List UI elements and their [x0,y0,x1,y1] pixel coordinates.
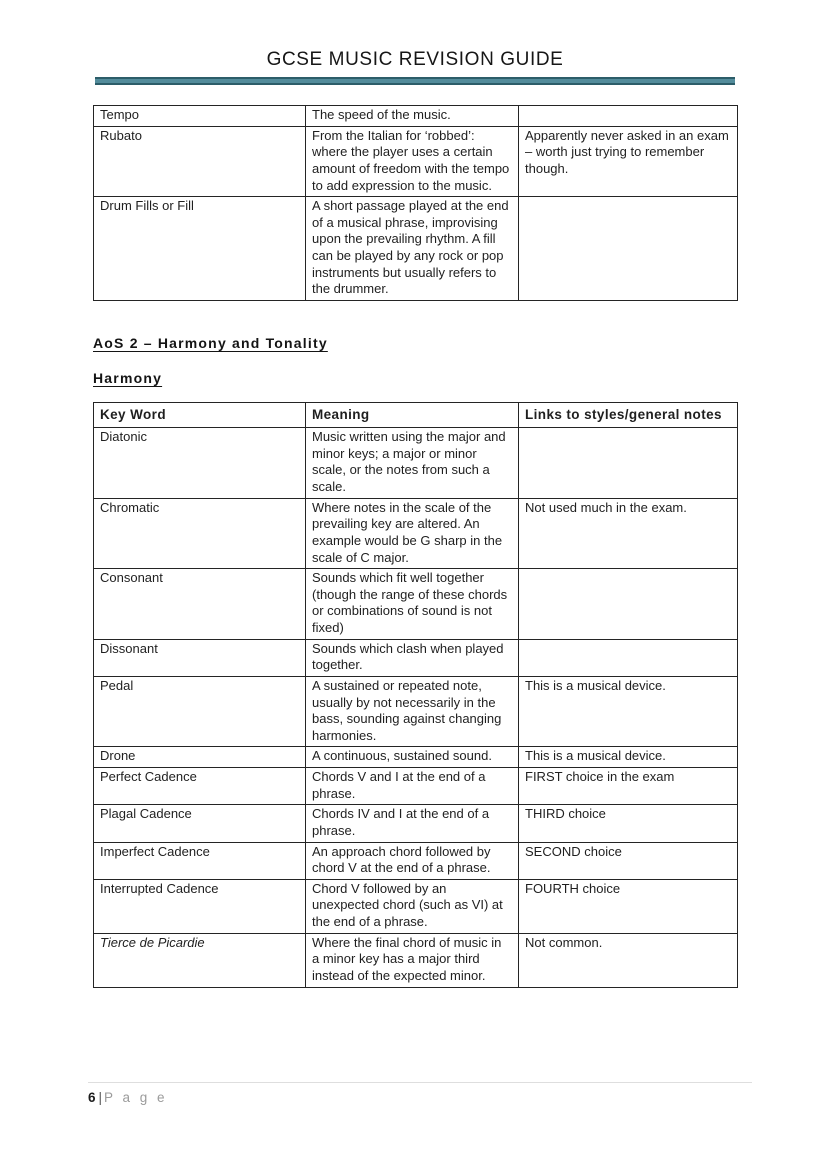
table-row [94,933,738,987]
table-row [94,126,738,197]
cell-key: Chromatic [94,498,306,569]
table-row [94,106,738,127]
cell-notes: This is a musical device. [519,676,738,747]
cell-notes [519,639,738,676]
cell-meaning: An approach chord followed by chord V at the end of a phrase. [306,842,519,879]
cell-key: Imperfect Cadence [94,842,306,879]
table-row [94,768,738,805]
table-row [94,569,738,640]
cell-notes: FOURTH choice [519,879,738,933]
cell-key: Perfect Cadence [94,768,306,805]
table-row [94,676,738,747]
cell-key: Tempo [94,106,306,127]
cell-key: Dissonant [94,639,306,676]
footer-separator: | [98,1090,103,1105]
cell-notes: FIRST choice in the exam [519,768,738,805]
column-header-keyword: Key Word [94,402,306,427]
cell-meaning: Chords V and I at the end of a phrase. [306,768,519,805]
column-header-meaning: Meaning [306,402,519,427]
cell-notes: Not used much in the exam. [519,498,738,569]
cell-key: Pedal [94,676,306,747]
cell-meaning: Music written using the major and minor keys; a major or minor scale, or the notes from such a scale. [306,428,519,499]
cell-meaning: Where the final chord of music in a minor key has a major third instead of the expected minor. [306,933,519,987]
table-row [94,498,738,569]
cell-notes [519,197,738,301]
cell-meaning: From the Italian for ‘robbed’: where the player uses a certain amount of freedom with the tempo to add expression to the music. [306,126,519,197]
cell-meaning: Chord V followed by an unexpected chord (such as VI) at the end of a phrase. [306,879,519,933]
cell-key: Interrupted Cadence [94,879,306,933]
cell-meaning: Sounds which clash when played together. [306,639,519,676]
table-header-row [94,402,738,427]
cell-meaning: Sounds which fit well together (though the range of these chords or combinations of sound is not fixed) [306,569,519,640]
page-content [93,0,737,988]
table-row [94,197,738,301]
cell-key: Consonant [94,569,306,640]
cell-notes: THIRD choice [519,805,738,842]
cell-meaning: A continuous, sustained sound. [306,747,519,768]
table-row [94,428,738,499]
table-row [94,879,738,933]
table-row [94,805,738,842]
cell-meaning: Where notes in the scale of the prevailing key are altered. An example would be G sharp in the scale of C major. [306,498,519,569]
cell-meaning: The speed of the music. [306,106,519,127]
harmony-glossary-table [93,402,738,988]
cell-notes [519,428,738,499]
cell-key: Tierce de Picardie [94,933,306,987]
heading-harmony: Harmony [93,369,163,386]
tempo-glossary-table [93,105,738,301]
cell-key: Diatonic [94,428,306,499]
page-number: 6 [88,1090,96,1105]
title-rule [95,77,735,85]
cell-key: Plagal Cadence [94,805,306,842]
table-row [94,639,738,676]
heading-aos2: AoS 2 – Harmony and Tonality [93,334,328,351]
cell-meaning: A sustained or repeated note, usually by not necessarily in the bass, sounding against changing harmonies. [306,676,519,747]
cell-notes: Not common. [519,933,738,987]
cell-key: Drone [94,747,306,768]
cell-notes: SECOND choice [519,842,738,879]
page-title: GCSE MUSIC REVISION GUIDE [266,49,564,70]
cell-key: Drum Fills or Fill [94,197,306,301]
cell-notes [519,569,738,640]
column-header-links: Links to styles/general notes [519,402,738,427]
cell-notes: This is a musical device. [519,747,738,768]
cell-key: Rubato [94,126,306,197]
footer-page-label: P a g e [104,1090,168,1105]
table-row [94,747,738,768]
cell-notes: Apparently never asked in an exam – worth just trying to remember though. [519,126,738,197]
table-row [94,842,738,879]
cell-meaning: Chords IV and I at the end of a phrase. [306,805,519,842]
page-footer [88,1082,752,1105]
cell-notes [519,106,738,127]
cell-meaning: A short passage played at the end of a musical phrase, improvising upon the prevailing rhythm. A fill can be played by any rock or pop instruments but usually refers to the drummer. [306,197,519,301]
